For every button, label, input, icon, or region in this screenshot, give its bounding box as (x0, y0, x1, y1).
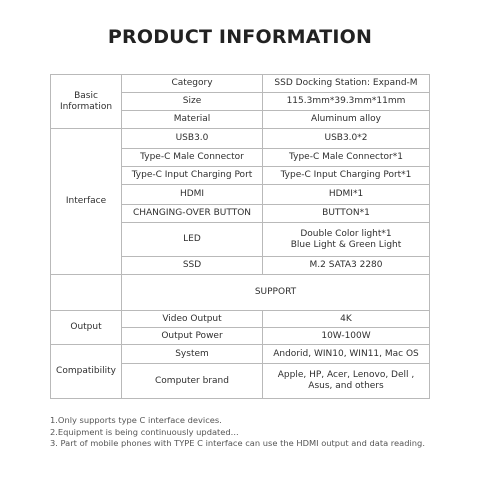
page-title: PRODUCT INFORMATION (107, 26, 373, 48)
row-label-led: LED (122, 223, 263, 257)
row-label-category: Category (122, 75, 263, 93)
table-row (51, 345, 430, 364)
row-label-changeover: CHANGING-OVER BUTTON (122, 205, 263, 223)
row-value-output-power: 10W-100W (263, 328, 430, 345)
footnote-1: 1.Only supports type C interface devices. (50, 415, 222, 425)
row-label-video-output: Video Output (122, 311, 263, 328)
row-label-typec-male: Type-C Male Connector (122, 149, 263, 167)
row-value-video-output: 4K (263, 311, 430, 328)
row-value-system: Andorid, WIN10, WIN11, Mac OS (263, 345, 430, 364)
row-value-computer-brand: Apple, HP, Acer, Lenovo, Dell , Asus, and others (263, 364, 430, 399)
row-value-ssd: M.2 SATA3 2280 (263, 257, 430, 275)
blank-cell (51, 275, 122, 311)
row-label-ssd: SSD (122, 257, 263, 275)
row-value-typec-charge: Type-C Input Charging Port*1 (263, 167, 430, 185)
row-value-size: 115.3mm*39.3mm*11mm (263, 93, 430, 111)
footnotes (50, 415, 470, 450)
table-row (51, 129, 430, 149)
row-value-usb: USB3.0*2 (263, 129, 430, 149)
row-label-material: Material (122, 111, 263, 129)
group-compatibility: Compatibility (51, 345, 122, 399)
row-value-led: Double Color light*1 Blue Light & Green Light (263, 223, 430, 257)
row-label-computer-brand: Computer brand (122, 364, 263, 399)
group-basic-information: Basic Information (51, 75, 122, 129)
spec-table (50, 74, 430, 399)
footnote-2: 2.Equipment is being continuously updated... (50, 426, 239, 437)
support-cell: SUPPORT (122, 275, 430, 311)
row-label-typec-charge: Type-C Input Charging Port (122, 167, 263, 185)
row-value-typec-male: Type-C Male Connector*1 (263, 149, 430, 167)
group-interface: Interface (51, 129, 122, 275)
row-value-hdmi: HDMI*1 (263, 185, 430, 205)
table-row (51, 275, 430, 311)
row-value-category: SSD Docking Station: Expand-M (263, 75, 430, 93)
row-label-size: Size (122, 93, 263, 111)
row-label-system: System (122, 345, 263, 364)
footnote-3: 3. Part of mobile phones with TYPE C interface can use the HDMI output and data reading. (50, 438, 425, 448)
row-value-changeover: BUTTON*1 (263, 205, 430, 223)
group-output: Output (51, 311, 122, 345)
row-label-usb: USB3.0 (122, 129, 263, 149)
table-row (51, 311, 430, 328)
row-value-material: Aluminum alloy (263, 111, 430, 129)
row-label-hdmi: HDMI (122, 185, 263, 205)
table-row (51, 75, 430, 93)
row-label-output-power: Output Power (122, 328, 263, 345)
